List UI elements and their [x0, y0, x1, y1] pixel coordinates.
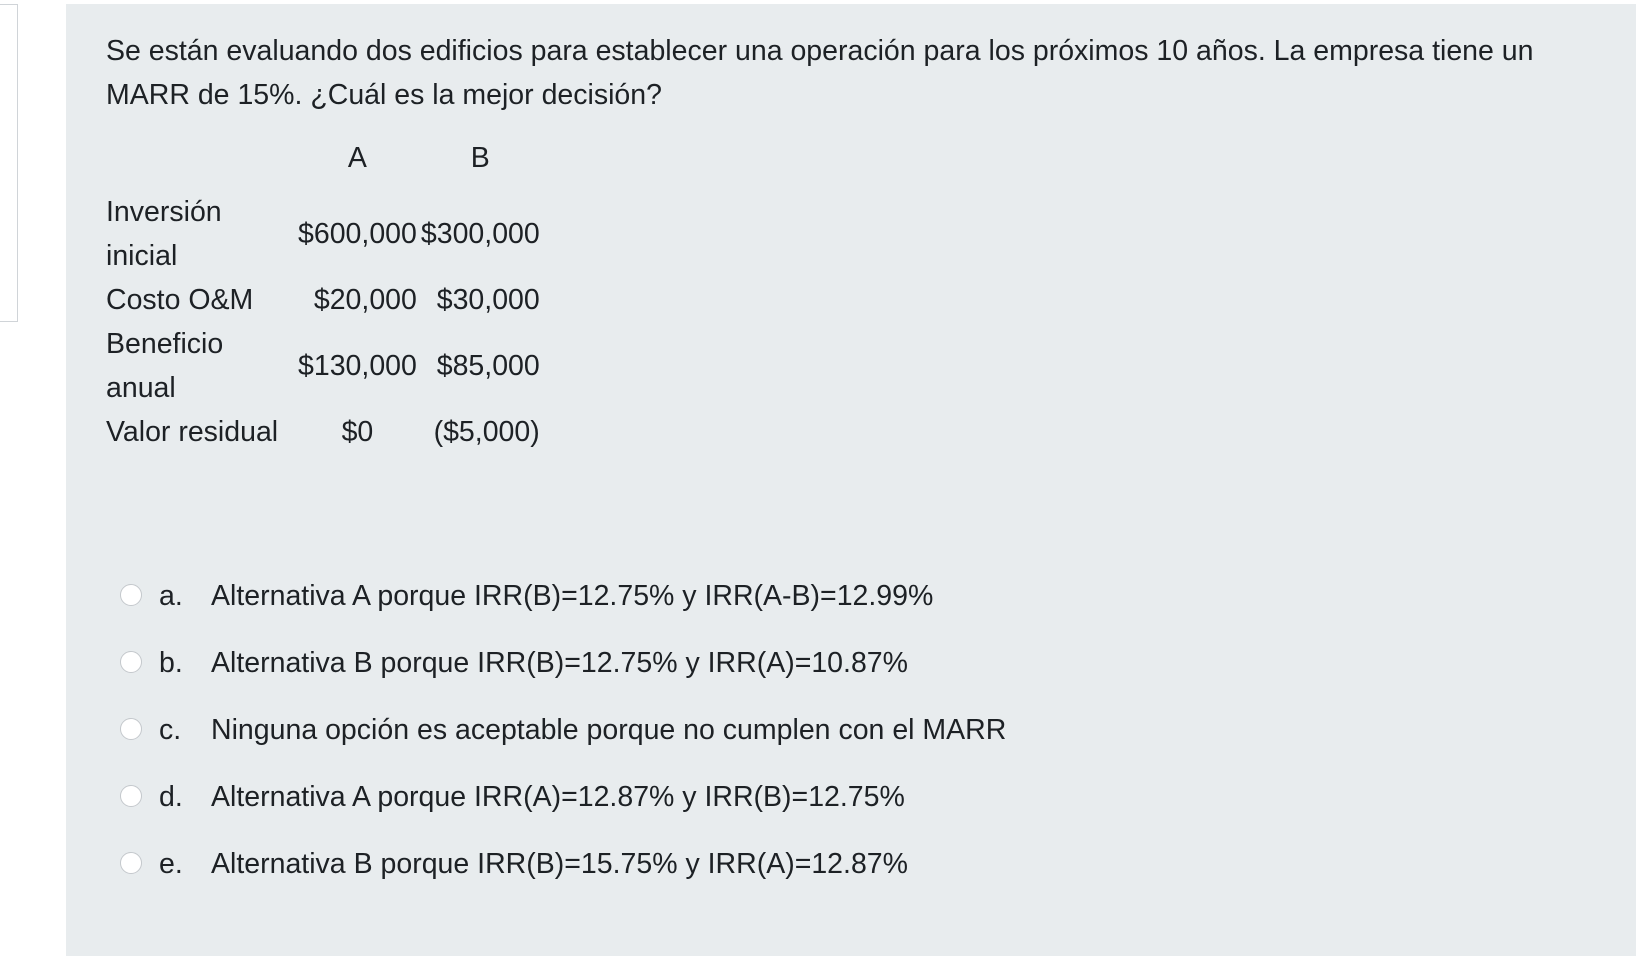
option-text[interactable]: Alternativa B porque IRR(B)=15.75% y IRR(A)=12.87%	[211, 848, 908, 880]
radio-button[interactable]	[120, 584, 142, 606]
option-letter: c.	[159, 714, 182, 746]
row-label-line2: inicial	[106, 240, 178, 272]
cell-b: $300,000	[420, 218, 540, 250]
table-header-empty	[104, 134, 296, 190]
answer-option-b[interactable]	[120, 647, 1006, 714]
answer-option-e[interactable]	[120, 848, 1006, 915]
cell-a: $130,000	[298, 350, 417, 382]
table-row	[104, 190, 542, 278]
row-label-line2: anual	[106, 372, 176, 404]
row-label	[104, 322, 296, 410]
cell-a: $600,000	[298, 218, 417, 250]
row-label-line1: Beneficio	[106, 328, 224, 360]
cell-b: ($5,000)	[433, 416, 540, 448]
radio-button[interactable]	[120, 718, 142, 740]
row-label	[104, 410, 296, 454]
radio-button[interactable]	[120, 852, 142, 874]
cell-a: $0	[341, 416, 374, 448]
option-letter: a.	[159, 580, 183, 612]
option-text[interactable]: Ninguna opción es aceptable porque no cumplen con el MARR	[211, 714, 1007, 746]
table-header-b: B	[470, 142, 490, 174]
option-text[interactable]: Alternativa A porque IRR(B)=12.75% y IRR(A-B)=12.99%	[211, 580, 934, 612]
table-row	[104, 410, 542, 454]
row-label	[104, 278, 296, 322]
option-letter: e.	[159, 848, 183, 880]
table-header-row	[104, 134, 542, 190]
option-letter: b.	[159, 647, 183, 679]
cell-a: $20,000	[313, 284, 417, 316]
table-row	[104, 278, 542, 322]
option-letter: d.	[159, 781, 183, 813]
option-text[interactable]: Alternativa A porque IRR(A)=12.87% y IRR(B)=12.75%	[211, 781, 905, 813]
answer-options	[120, 580, 1006, 915]
answer-option-c[interactable]	[120, 714, 1006, 781]
table-row	[104, 322, 542, 410]
question-box	[66, 4, 1636, 956]
table-header-a: A	[347, 142, 367, 174]
answer-option-a[interactable]	[120, 580, 1006, 647]
answer-option-d[interactable]	[120, 781, 1006, 848]
radio-button[interactable]	[120, 785, 142, 807]
cell-b: $85,000	[436, 350, 540, 382]
cell-b: $30,000	[436, 284, 540, 316]
row-label-line1: Costo O&M	[106, 284, 254, 316]
question-text: Se están evaluando dos edificios para establecer una operación para los próximos 10 años. La empresa tiene un MARR de 15%. ¿Cuál es la mejor decisión?	[106, 35, 1534, 111]
option-text[interactable]: Alternativa B porque IRR(B)=12.75% y IRR(A)=10.87%	[211, 647, 908, 679]
row-label	[104, 190, 296, 278]
question-nav-panel	[0, 4, 18, 322]
data-table	[104, 134, 542, 454]
row-label-line1: Valor residual	[106, 416, 279, 448]
radio-button[interactable]	[120, 651, 142, 673]
row-label-line1: Inversión	[106, 196, 222, 228]
